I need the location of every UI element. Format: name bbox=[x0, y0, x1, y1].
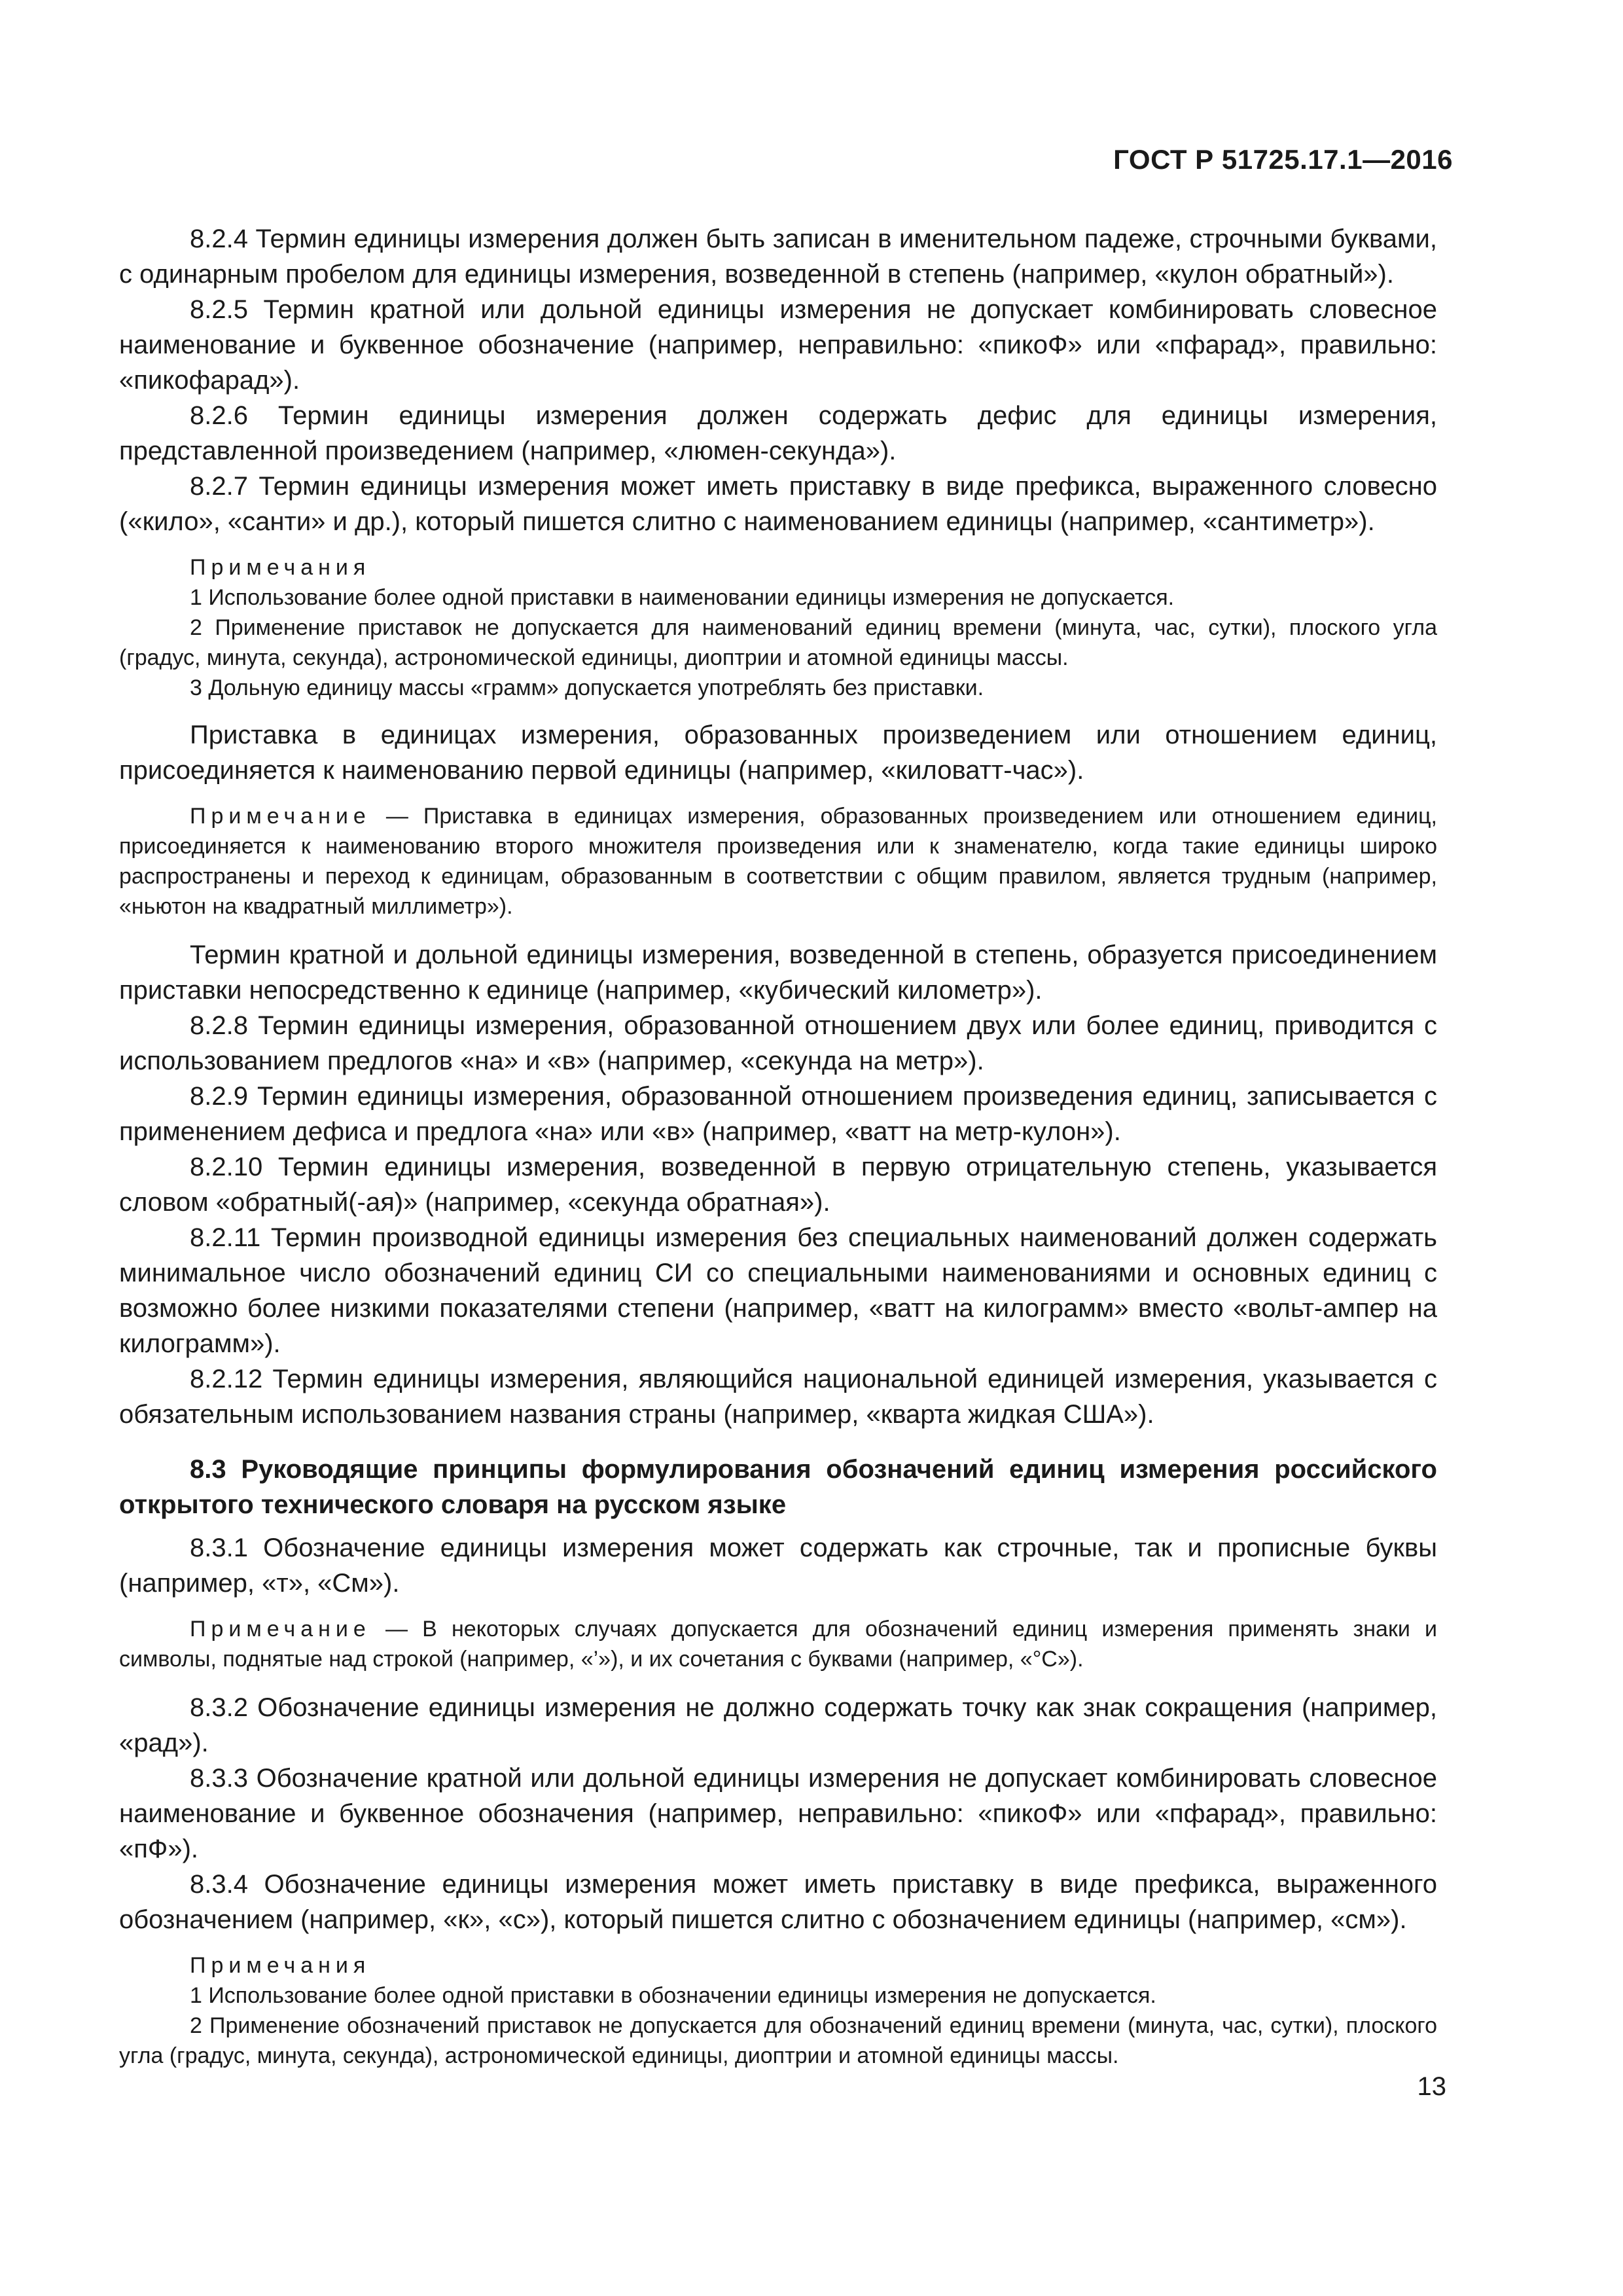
paragraph-8-2-4: 8.2.4 Термин единицы измерения должен быть записан в именительном падеже, строчными буквами, с одинарным пробелом для единицы измерения, возведенной в степень (например, «кулон обратный»). bbox=[119, 224, 1437, 289]
note-text: — Приставка в единицах измерения, образованных произведением или отношением единиц, присоединяется к наименованию второго множителя произведения или к знаменателю, когда такие единицы широко распространены и переход к единицам, образованным в соответствии с общим правилом, является трудным (например, «ньютон на квадратный миллиметр»). bbox=[119, 804, 1437, 919]
note-item: 1 Использование более одной приставки в наименовании единицы измерения не допускается. bbox=[190, 585, 1175, 610]
note-prefix-exception bbox=[119, 801, 1437, 922]
note-item: 1 Использование более одной приставки в обозначении единицы измерения не допускается. bbox=[190, 1983, 1156, 2008]
note-superscript-symbols bbox=[119, 1614, 1437, 1674]
paragraph-8-3-1: 8.3.1 Обозначение единицы измерения может содержать как строчные, так и прописные буквы (например, «т», «См»). bbox=[119, 1534, 1437, 1598]
note-item: 2 Применение обозначений приставок не допускается для обозначений единиц времени (минута, час, сутки), плоского угла (градус, минута, секунда), астрономической единицы, диоптрии и атомной единицы массы. bbox=[119, 2013, 1437, 2068]
paragraph-powered-units: Термин кратной и дольной единицы измерения, возведенной в степень, образуется присоединением приставки непосредственно к единице (например, «кубический километр»). bbox=[119, 941, 1437, 1005]
paragraph-8-2-8: 8.2.8 Термин единицы измерения, образованной отношением двух или более единиц, приводится с использованием предлогов «на» и «в» (например, «секунда на метр»). bbox=[119, 1011, 1437, 1075]
page-number: 13 bbox=[1417, 2072, 1446, 2101]
paragraph-8-2-9: 8.2.9 Термин единицы измерения, образованной отношением произведения единиц, записывается с применением дефиса и предлога «на» или «в» (например, «ватт на метр-кулон»). bbox=[119, 1082, 1437, 1146]
notes-title: Примечания bbox=[190, 1953, 371, 1978]
paragraph-8-3-4: 8.3.4 Обозначение единицы измерения может иметь приставку в виде префикса, выраженного обозначением (например, «к», «с»), который пишется слитно с обозначением единицы (например, «см»). bbox=[119, 1870, 1437, 1934]
note-label: Примечание bbox=[190, 1617, 371, 1641]
paragraph-8-2-7: 8.2.7 Термин единицы измерения может иметь приставку в виде префикса, выраженного словесно («кило», «санти» и др.), который пишется слитно с наименованием единицы (например, «сантиметр»). bbox=[119, 472, 1437, 536]
paragraph-8-2-12: 8.2.12 Термин единицы измерения, являющийся национальной единицей измерения, указывается с обязательным использованием названия страны (например, «кварта жидкая США»). bbox=[119, 1365, 1437, 1429]
notes-title: Примечания bbox=[190, 555, 371, 580]
paragraph-8-3-2: 8.3.2 Обозначение единицы измерения не должно содержать точку как знак сокращения (например, «рад»). bbox=[119, 1693, 1437, 1757]
document-body bbox=[119, 221, 1437, 2085]
document-code-header: ГОСТ Р 51725.17.1—2016 bbox=[1113, 144, 1453, 175]
note-label: Примечание bbox=[190, 804, 371, 829]
notes-block-symbol-prefixes bbox=[119, 1950, 1437, 2071]
paragraph-8-2-5: 8.2.5 Термин кратной или дольной единицы измерения не допускает комбинировать словесное наименование и буквенное обозначение (например, неправильно: «пикоФ» или «пфарад», правильно: «пикофарад»). bbox=[119, 295, 1437, 395]
note-item: 3 Дольную единицу массы «грамм» допускается употреблять без приставки. bbox=[190, 675, 984, 700]
note-item: 2 Применение приставок не допускается для наименований единиц времени (минута, час, сутки), плоского угла (градус, минута, секунда), астрономической единицы, диоптрии и атомной единицы массы. bbox=[119, 615, 1437, 670]
paragraph-8-2-11: 8.2.11 Термин производной единицы измерения без специальных наименований должен содержать минимальное число обозначений единиц СИ со специальными наименованиями и основных единиц с возможно более низкими показателями степени (например, «ватт на килограмм» вместо «вольт-ампер на килограмм»). bbox=[119, 1223, 1437, 1358]
paragraph-8-2-10: 8.2.10 Термин единицы измерения, возведенной в первую отрицательную степень, указывается словом «обратный(-ая)» (например, «секунда обратная»). bbox=[119, 1153, 1437, 1217]
notes-block-prefixes bbox=[119, 552, 1437, 703]
paragraph-prefix-first-unit: Приставка в единицах измерения, образованных произведением или отношением единиц, присоединяется к наименованию первой единицы (например, «киловатт-час»). bbox=[119, 721, 1437, 785]
section-heading-8-3: 8.3 Руководящие принципы формулирования обозначений единиц измерения российского открытого технического словаря на русском языке bbox=[119, 1455, 1437, 1519]
paragraph-8-2-6: 8.2.6 Термин единицы измерения должен содержать дефис для единицы измерения, представленной произведением (например, «люмен-секунда»). bbox=[119, 401, 1437, 465]
note-text: — В некоторых случаях допускается для обозначений единиц измерения применять знаки и символы, поднятые над строкой (например, «’»), и их сочетания с буквами (например, «°С»). bbox=[119, 1617, 1437, 1672]
paragraph-8-3-3: 8.3.3 Обозначение кратной или дольной единицы измерения не допускает комбинировать словесное наименование и буквенное обозначения (например, неправильно: «пикоФ» или «пфарад», правильно: «пФ»). bbox=[119, 1764, 1437, 1863]
